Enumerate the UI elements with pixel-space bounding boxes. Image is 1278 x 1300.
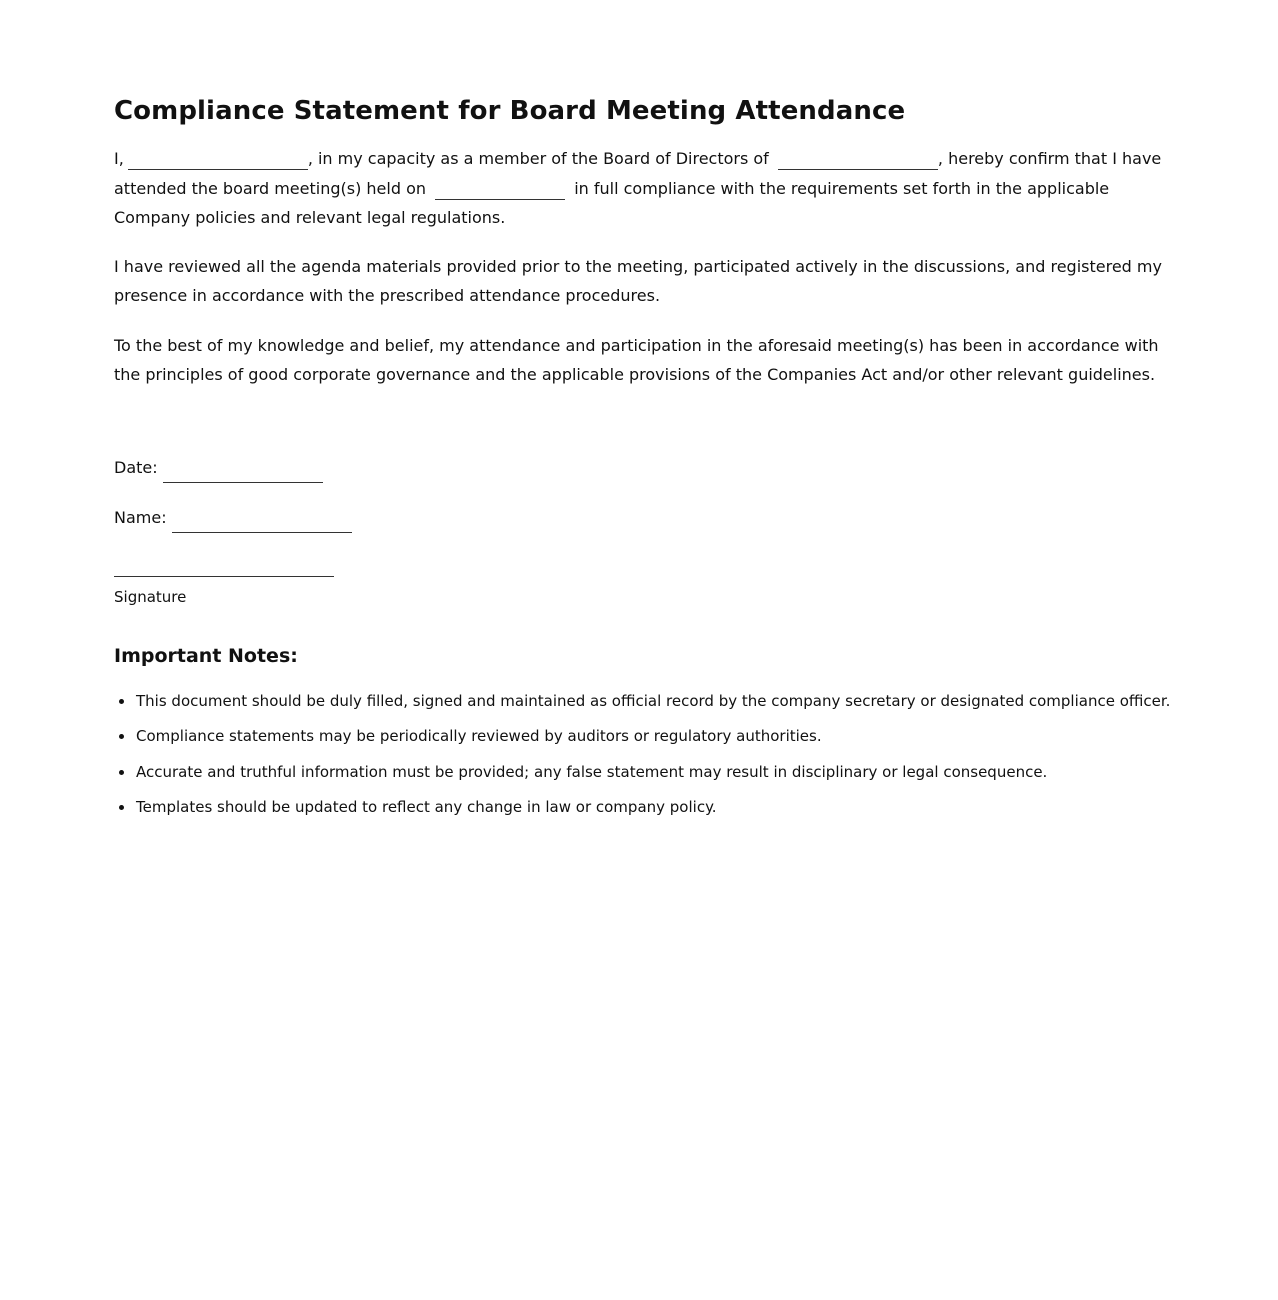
confirmation-paragraph: [114, 144, 1174, 233]
bullet-icon: [119, 734, 124, 739]
list-item: [114, 762, 1174, 782]
date-field-row: [114, 457, 1174, 478]
governance-paragraph: To the best of my knowledge and belief, my attendance and participation in the aforesaid meeting(s) has been in accordance with the principles of good corporate governance and the applicable provisions of the Companies Act and/or other relevant guidelines.: [114, 335, 1159, 384]
list-item: [114, 797, 1174, 817]
paragraph1-part1: I,: [114, 149, 124, 168]
paragraph1-part2: , in my capacity as a member of the Board of Directors of: [307, 149, 769, 168]
bullet-icon: [119, 805, 124, 810]
signature-line[interactable]: [114, 576, 334, 577]
name-blank[interactable]: [172, 512, 352, 533]
list-item: [114, 691, 1174, 711]
paragraph1-part4: in full compliance with the requirements set forth in the applicable Company policies and relevant legal regulations.: [114, 178, 1110, 227]
notes-heading: Important Notes:: [114, 644, 298, 667]
note-text: Accurate and truthful information must be provided; any false statement may result in disciplinary or legal consequence.: [136, 762, 1048, 781]
list-item: [114, 726, 1174, 746]
date-blank[interactable]: [163, 462, 323, 483]
bullet-icon: [119, 699, 124, 704]
note-text: This document should be duly filled, signed and maintained as official record by the company secretary or designated compliance officer.: [136, 691, 1171, 710]
name-field-row: [114, 507, 1174, 528]
note-text: Templates should be updated to reflect any change in law or company policy.: [136, 798, 717, 817]
date-label: Date:: [114, 457, 158, 477]
name-label: Name:: [114, 507, 167, 527]
document-title: Compliance Statement for Board Meeting Attendance: [114, 96, 906, 126]
paragraph1-part3: , hereby confirm that I have attended the board meeting(s) held on: [114, 149, 1162, 198]
signature-label: Signature: [114, 587, 187, 606]
company-name-blank[interactable]: [778, 149, 938, 170]
member-name-blank[interactable]: [128, 149, 308, 170]
note-text: Compliance statements may be periodically reviewed by auditors or regulatory authorities.: [136, 727, 822, 746]
bullet-icon: [119, 770, 124, 775]
meeting-date-blank[interactable]: [435, 179, 565, 200]
review-paragraph: I have reviewed all the agenda materials provided prior to the meeting, participated actively in the discussions, and registered my presence in accordance with the prescribed attendance procedures.: [114, 256, 1162, 305]
notes-list: [114, 691, 1174, 818]
